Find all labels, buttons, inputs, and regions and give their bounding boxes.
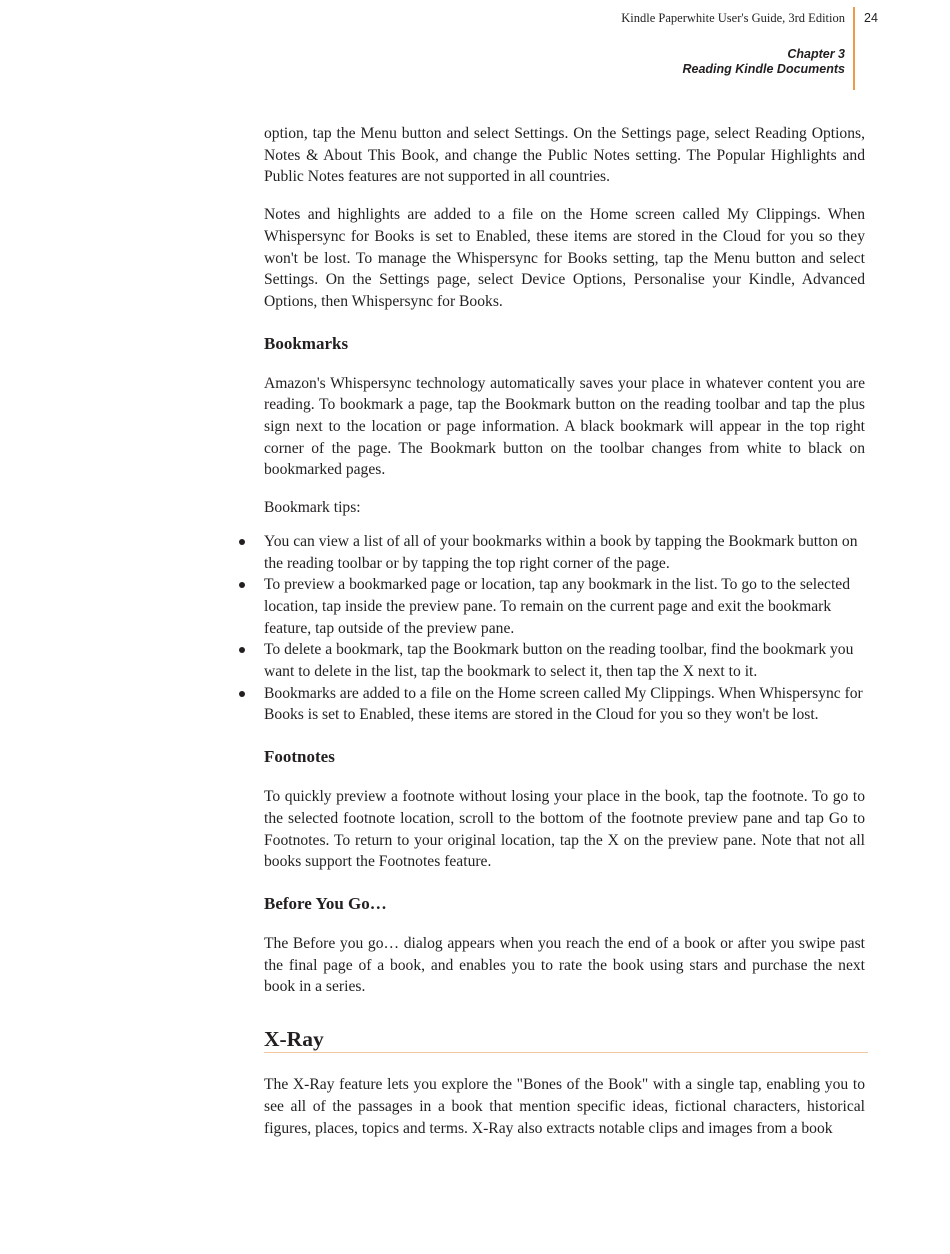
before-you-go-heading: Before You Go… — [264, 893, 387, 913]
bullet-icon — [239, 647, 245, 653]
chapter-label-block — [682, 47, 845, 76]
xray-heading: X-Ray — [264, 1026, 868, 1053]
bookmarks-heading: Bookmarks — [264, 333, 349, 353]
guide-title: Kindle Paperwhite User's Guide, 3rd Edition — [621, 11, 845, 25]
bookmark-tips-label: Bookmark tips: — [264, 499, 361, 517]
header-divider — [853, 7, 855, 90]
list-item: To delete a bookmark, tap the Bookmark button on the reading toolbar, find the bookmark you want to delete in the list, tap the bookmark to select it, then tap the X next to it. — [264, 639, 865, 682]
intro-paragraph: option, tap the Menu button and select Settings. On the Settings page, select Reading Options, Notes & About This Book, and change the Public Notes setting. The Popular Highlights and Public Notes features are not supported in all countries. — [264, 125, 865, 186]
bookmarks-paragraph: Amazon's Whispersync technology automatically saves your place in whatever content you are reading. To bookmark a page, tap the Bookmark button on the reading toolbar and tap the plus sign next to the location or page information. A black bookmark will appear in the top right corner of the page. The Bookmark button on the toolbar changes from white to black on bookmarked pages. — [264, 374, 865, 479]
xray-paragraph: The X-Ray feature lets you explore the "Bones of the Book" with a single tap, enabling you to see all of the passages in a book that mention specific ideas, fictional characters, historical figures, places, topics and terms. X-Ray also extracts notable clips and images from a book — [264, 1076, 865, 1137]
clippings-paragraph: Notes and highlights are added to a file on the Home screen called My Clippings. When Whispersync for Books is set to Enabled, these items are stored in the Cloud for you so they won't be lost. To manage the Whispersync for Books setting, tap the Menu button and select Settings. On the Settings page, select Device Options, Personalise your Kindle, Advanced Options, then Whispersync for Books. — [264, 206, 865, 310]
page-header — [0, 0, 950, 92]
footnotes-paragraph: To quickly preview a footnote without losing your place in the book, tap the footnote. To go to the selected footnote location, scroll to the bottom of the footnote preview pane and tap Go to Footnotes. To return to your original location, tap the X on the preview pane. Note that not all books support the Footnotes feature. — [264, 788, 865, 871]
page-number: 24 — [864, 11, 878, 25]
list-item: You can view a list of all of your bookmarks within a book by tapping the Bookmark button on the reading toolbar or by tapping the top right corner of the page. — [264, 531, 865, 574]
chapter-title: Reading Kindle Documents — [682, 61, 845, 76]
chapter-number: Chapter 3 — [787, 47, 845, 61]
list-item: Bookmarks are added to a file on the Home screen called My Clippings. When Whispersync for Books is set to Enabled, these items are stored in the Cloud for you so they won't be lost. — [264, 683, 865, 726]
footnotes-heading: Footnotes — [264, 747, 335, 767]
bullet-icon — [239, 539, 245, 545]
bullet-icon — [239, 582, 245, 588]
page-content — [264, 123, 865, 1139]
bullet-icon — [239, 691, 245, 697]
before-you-go-paragraph: The Before you go… dialog appears when you reach the end of a book or after you swipe past the final page of a book, and enables you to rate the book using stars and purchase the next book in a series. — [264, 934, 865, 996]
list-item: To preview a bookmarked page or location, tap any bookmark in the list. To go to the selected location, tap inside the preview pane. To remain on the current page and exit the bookmark feature, tap outside of the preview pane. — [264, 574, 865, 639]
bookmark-tips-list — [264, 531, 865, 726]
